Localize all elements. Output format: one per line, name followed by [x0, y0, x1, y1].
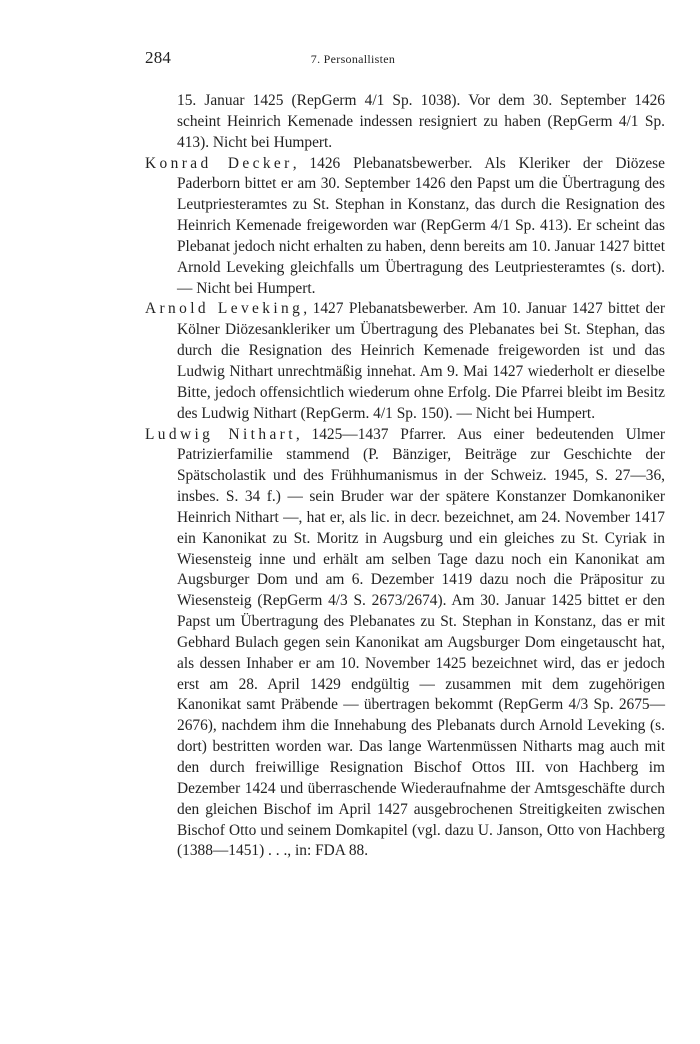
entry-text: , 1425—1437 Pfarrer. Aus einer bedeutenden Ulmer Patrizierfamilie stammend (P. Bänziger, Beiträge zur Geschichte der Spätscholastik und des Frühhumanismus in der Schweiz. 1945, S. 27—36, insbes. S. 34 f.) — sein Bruder war der spätere Konstanzer Domkanoniker Heinrich Nithart —, hat er, als lic. in decr. bezeichnet, am 24. November 1417 ein Kanonikat zu St. Moritz in Augsburg und ein gleiches zu St. Cyriak in Wiesensteig inne und erhält am selben Tage dazu noch ein Kanonikat am Augsburger Dom und am 6. Dezember 1419 dazu noch die Präpositur zu Wiesensteig (RepGerm 4/3 S. 2673/2674). Am 30. Januar 1425 bittet er den Papst um Übertragung des Plebanates zu St. Stephan in Konstanz, das er mit Gebhard Bulach gegen sein Kanonikat am Augsburger Dom eingetauscht hat, als dessen Inhaber er am 10. November 1425 bezeichnet wird, das er jedoch erst am 28. April 1429 endgültig — zusammen mit dem zugehörigen Kanonikat samt Präbende — übertragen bekommt (RepGerm 4/3 Sp. 2675—2676), nachdem ihm die Innehabung des Plebanats durch Arnold Leveking (s. dort) bestritten worden war. Das lange Wartenmüssen Nitharts mag auch mit den durch freiwillige Resignation Bischof Ottos III. von Hachberg im Dezember 1424 und überraschende Wiederaufnahme der Amtsgeschäfte durch den gleichen Bischof im April 1427 ausgebrochenen Streitigkeiten zwischen Bischof Otto und seinem Domkapitel (vgl. dazu U. Janson, Otto von Hachberg (1388—1451) . . ., in: FDA 88. [177, 425, 665, 860]
person-name: Arnold Leveking [145, 300, 304, 318]
entry-ludwig-nithart [145, 425, 665, 863]
entry-konrad-decker [145, 154, 665, 300]
entry-text: , 1426 Plebanatsbewerber. Als Kleriker der Diözese Paderborn bittet er am 30. September 1426 den Papst um die Übertragung des Leutpriesteramtes zu St. Stephan in Konstanz, das durch die Resignation des Heinrich Kemenade freigeworden war (RepGerm 4/1 Sp. 413). Er scheint das Plebanat jedoch nicht erhalten zu haben, denn bereits am 10. Januar 1427 bittet Arnold Leveking gleichfalls um Übertragung des Leutpriesteramtes (s. dort). — Nicht bei Humpert. [177, 154, 665, 297]
person-name: Konrad Decker [145, 154, 293, 172]
entry-continuation [145, 91, 665, 154]
page-number: 284 [145, 48, 172, 67]
entry-text: , 1427 Plebanatsbewerber. Am 10. Januar 1427 bittet der Kölner Diözesankleriker um Übertragung des Plebanates bei St. Stephan, das durch die Resignation des Heinrich Kemenade freigeworden ist und das Ludwig Nithart unrechtmäßig innehat. Am 9. Mai 1427 wiederholt er dieselbe Bitte, jedoch offensichtlich wiederum ohne Erfolg. Die Pfarrei bleibt im Besitz des Ludwig Nithart (RepGerm. 4/1 Sp. 150). — Nicht bei Humpert. [177, 300, 665, 422]
entry-text: 15. Januar 1425 (RepGerm 4/1 Sp. 1038). Vor dem 30. September 1426 scheint Heinrich Kemenade indessen resigniert zu haben (RepGerm 4/1 Sp. 413). Nicht bei Humpert. [177, 92, 665, 151]
text-body [145, 91, 665, 862]
person-name: Ludwig Nithart [145, 425, 296, 443]
running-header: 7. Personallisten [310, 52, 396, 66]
entry-arnold-leveking [145, 299, 665, 424]
